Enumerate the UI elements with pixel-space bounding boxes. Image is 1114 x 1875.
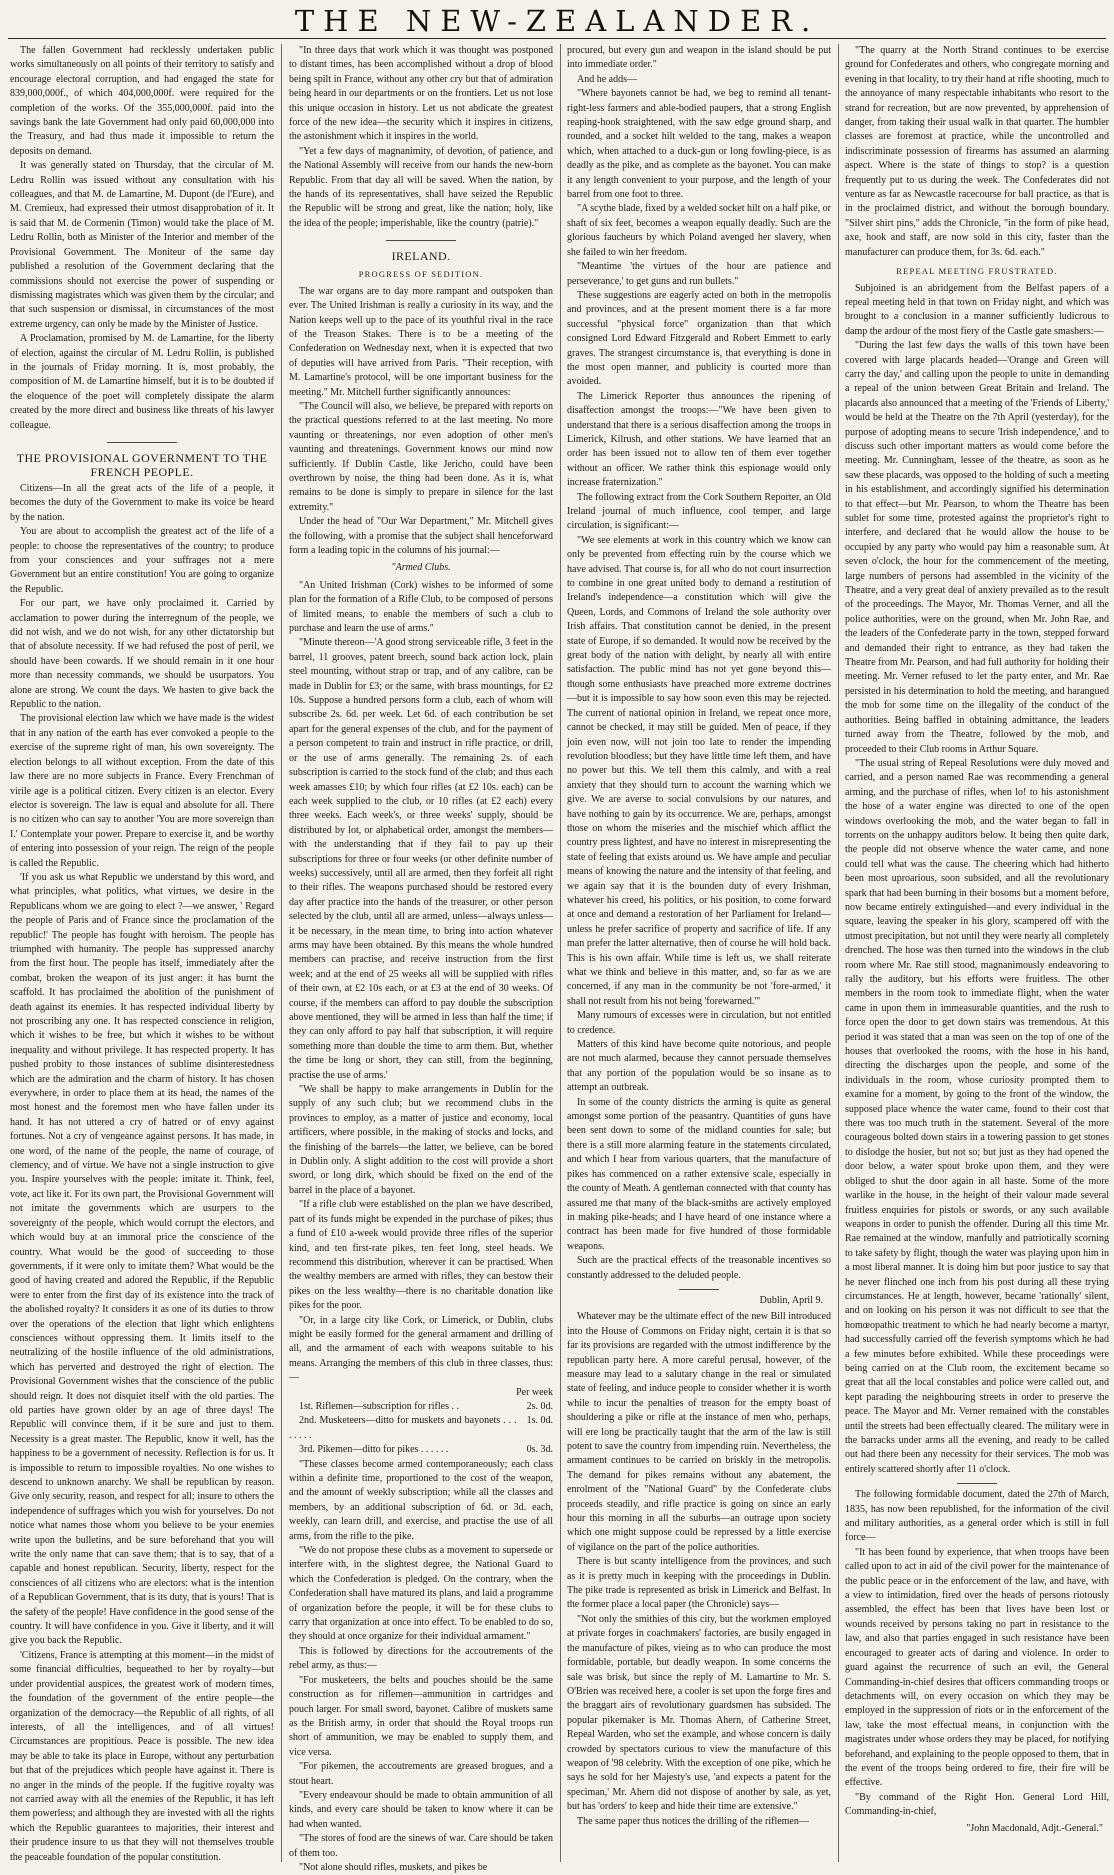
price-label: 3rd. Pikemen—ditto for pikes . . . . . . bbox=[299, 1444, 449, 1456]
masthead-rule bbox=[8, 38, 1106, 39]
paragraph: "The quarry at the North Strand continues to be exercise ground for Confederates and others, who congregate morning and evening in that locality, to try their hand at rifle shooting, much to the annoyance of many respectable inhabitants who resort to the strand for recreation, but are now prevented, by apprehension of danger, from taking their usual walk in that quarter. The humbler classes are foremost at practice, while the uncontrolled and indiscriminate possession of firearms has assumed an alarming aspect. Where is the state of things to stop? is a question frequently put to us during the week. The Confederates did not venture as far as Newcastle racecourse for ball practice, as that is in the proclaimed district, and without the borough boundary. "Silver shirt pins," adds the Chronicle, "in the form of pike head, axe, hook and staff, are now sold in this city, faster than the manufacturer can produce them, for 3s. 6d. each." bbox=[845, 45, 1109, 258]
price-value: 2s. 0d. bbox=[526, 1400, 553, 1412]
paragraph: Such are the practical effects of the treasonable incentives so constantly addressed to the deluded people. bbox=[567, 1255, 831, 1281]
section-rule bbox=[107, 442, 177, 443]
section-rule bbox=[957, 1483, 997, 1484]
paragraph: The provisional election law which we have made is the widest that in any nation of the earth has ever convoked a people to the exercise of the supreme right of man, his own sovereignty. The election belongs to all without exception. From the date of this law there are no more subjects in France. Every Frenchman of virile age is a political citizen. Every citizen is an elector. Every elector is sovereign. The law is equal and absolute for all. There is no citizen who can say to another 'You are more sovereign than I.' Contemplate your power. Prepare to exercise it, and be worthy of entering into possession of your reign. The reign of the people is called the Republic. bbox=[10, 713, 274, 869]
paragraph: "Minute thereon—'A good strong serviceable rifle, 3 feet in the barrel, 11 grooves, patent breech, sound back action lock, plain steel mounting, without strap or trap, and of any calibre, can be made in Dublin for £3; or the same, with brass mountings, for £2 10s. Suppose a hundred persons form a club, each of whom will subscribe 2s. 6d. per week. Let 6d. of each contribution be set apart for the general expenses of the club, and for the payment of a person competent to train and instruct in rifle practice, or drill, or the use of arms generally. The remaining 2s. of each subscription is carried to the stock fund of the club; and thus each week amasses £10; by which four rifles (at £2 10s. each) can be each week supplied to the club, or 10 rifles (at £2 each) every three weeks. Each week's, or three weeks' supply, should be distributed by lot, or alphabetical order, amongst the members—with the understanding that if they fail to pay up their subscriptions for three or four weeks (or other definite number of weeks) successively, until all are armed, then they forfeit all right to their rifles. The weapons purchased should be restored every day after practice into the hands of the treasurer, or other person selected by the club, until all are armed, unless—always unless—it be necessary, in the mean time, to bring into action whatever arms may have been obtained. By this means the whole hundred members can practise, and receive instruction from the first week; and at the end of 25 weeks all will be supplied with rifles of their own, at £2 10s each, or at £3 at the end of 30 weeks. Of course, if the members can afford to pay double the subscription above mentioned, they will be armed in less than half the time; if they can only afford to pay half that subscription, it will require something more than double the time to arm them. But, whether the time be long or short, they can still, from the beginning, practise the use of arms.' bbox=[289, 637, 553, 1081]
price-row bbox=[289, 1414, 553, 1443]
signature: "John Macdonald, Adjt.-General." bbox=[966, 1822, 1103, 1834]
paragraph: "Where bayonets cannot be had, we beg to remind all tenant-right-less farmers and able-bodied paupers, that a strong English reaping-hook straightened, with the saw edge ground sharp, and rounded, and a socket hilt welded to the tang, makes a weapon which, when attached to a duck-gun or long fowling-piece, is as deadly as the pike, and as complete as the bayonet. You can make it any length convenient to your purpose, and the length of your barrel from one foot to three. bbox=[567, 88, 831, 201]
column-2 bbox=[289, 44, 553, 1873]
article-subheading: REPEAL MEETING FRUSTRATED. bbox=[896, 266, 1058, 277]
price-label: 2nd. Musketeers—ditto for muskets and bayonets . . . . . . . . bbox=[289, 1415, 517, 1441]
paragraph: It was generally stated on Thursday, that the circular of M. Ledru Rollin was issued without any consultation with his colleagues, and that M. de Lamartine, M. Dupont (de l'Eure), and M. Cremieux, had expressed their utmost disapprobation of it. It is said that M. de Cormenin (Timon) would take the place of M. Ledru Rollin, both as Minister of the Interior and member of the Provisional Government. The Moniteur of the same day published a resolution of the Government declaring that the commissions should not exercise the power of suspending or dismissing magistrates which was given them by the circular; and that such suspension or dismissal, in circumstances of the most extreme urgency, can only be made by the Minister of Justice. bbox=[10, 160, 274, 330]
paragraph: "During the last few days the walls of this town have been covered with large placards headed—'Orange and Green will carry the day,' and calling upon the people to unite in demanding a repeal of the union between Great Britain and Ireland. The placards also announced that a meeting of the 'Friends of Liberty,' would be held at the Theatre on the 7th April (yesterday), for the purpose of adopting means to secure 'Irish independence,' and to discuss such other important matters as would come before the meeting. Mr. Cunningham, lessee of the theatre, as soon as he saw these placards, was opposed to the holding of such a meeting in his establishment, and accordingly signified his determination to that effect—but Mr. Pearson, to whom the Theatre has been sublet for some time, protested against the proprietor's right to interfere, and declared that he would allow the house to be occupied by any party who would pay him a reasonable sum. At seven o'clock, the hour for the commencement of the meeting, large numbers of persons had assembled in the vicinity of the Theatre, and a very great deal of anxiety prevailed as to the result of the proceedings. The Mayor, Mr. Thomas Verner, and all the police authorities, were on the ground, when Mr. John Rae, and the leaders of the Confederate party in the town, stepped forward and demanded their right to entrance, as they had taken the Theatre from Mr. Pearson, and had full authority for holding their meeting. Mr. Verner refused to let the party enter, and Mr. Rae persisted in his determination to hold the meeting, and harangued the mob for some time on the illegality of the conduct of the authorities. Being baffled in obtaining admittance, the leaders turned away from the Theatre, followed by the mob, and proceeded to their Club rooms in Arthur Square. bbox=[845, 340, 1109, 755]
section-rule bbox=[386, 240, 456, 241]
paragraph: These suggestions are eagerly acted on both in the metropolis and provinces, and at the present moment there is a far more successful "physical force" organization than that which consigned Lord Edward Fitzgerald and Robert Emmett to early graves. The strangest circumstance is, that everything is done in the most open manner, and publicity is courted more than avoided. bbox=[567, 289, 831, 388]
column-divider bbox=[560, 44, 561, 1862]
paragraph: This is followed by directions for the accoutrements of the rebel army, as thus:— bbox=[289, 1645, 553, 1672]
article-heading: THE PROVISIONAL GOVERNMENT TO THE FRENCH PEOPLE. bbox=[16, 450, 268, 479]
dateline: Dublin, April 9. bbox=[759, 1294, 823, 1306]
paragraph: "The usual string of Repeal Resolutions were duly moved and carried, and a person named Rae was recommending a general arming, and the purchase of rifles, when lo! to his astonishment the hose of a water engine was directed to one of the open windows overlooking the mob, and the water began to fall in torrents on the unhappy auditors below. It being then quite dark, the people did not observe whence the water came, and none could tell what was the cause. The cheering which had hitherto been most uproarious, soon subsided, and all the revolutionary spark that had been burning in their bosoms but a moment before, now became entirely extinguished—and every individual in the square, leaving the speaker in his glory, scampered off with the utmost precipitation, but not until they were nearly all completely drenched. The hose was then turned into the windows in the club room where Mr. Rae still stood, magnanimously endeavoring to rally the auditory, but his efforts were fruitless. The other members in the room took to immediate flight, when the water came in upon them in immeasurable quantities, and the rush to force open the door to get down stairs was tremendous. At this period it was stated that a man was seen on the top of one of the houses that overlooked the rooms, with the hose in his hand, directing the discharges upon the people, and some of the individuals in the room, whose curiosity prompted them to examine for a moment, by going to the front of the window, the supposed place whence the water came, found to their cost that there was too much truth in the statement. Several of the more courageous bolted down stairs in a towering passion to get stones to dislodge the hosier, but not so; but just as they had opened the door below, a water spout broke upon them, and they were obliged to shut the door again in all haste. Some of the more warlike in the house, in the height of their valour made several fruitless enquiries for pistols or swords, or any such available weapons in order to punish the offender. During all this time Mr. Rae remained at the window, manfully and patriotically scorning to take safety by flight, though the water was playing upon him in a most liberal manner. It is doing him but poor justice to say that he never flinched one inch from his post during all these trying circumstances. He at length, however, became 'rationally' silent, and on looking on his person it was not difficult to see that the homœopathic treatment to which he had nearly become a martyr, had successfully carried off the feverish symptoms which he had a few minutes before exhibited. While these proceedings were being carried on at the Club room, the excitement became so great that all the local constables and police were called out, and kept parading the neighbouring streets in order to preserve the peace. The Mayor and Mr. Verner remained with the constables until the streets had been effectually cleared. The military were in the barracks under arms all the evening, and ready to be called out had there been any necessity for their services. The mob was entirely scattered shortly after 11 o'clock. bbox=[845, 757, 1109, 1475]
paragraph: "If a rifle club were established on the plan we have described, part of its funds might be expended in the purchase of pikes; thus a fund of £10 a-week would provide three rifles of the superior kind, and ten first-rate pikes, ten feet long, steel heads. We recommend this distribution, wherever it can be practised. When the wealthy members are armed with rifles, they can bestow their pikes on the less wealthy—there is no charitable donation like pikes for the poor. bbox=[289, 1199, 553, 1312]
price-label: 1st. Riflemen—subscription for rifles . . bbox=[299, 1400, 459, 1412]
paragraph: Whatever may be the ultimate effect of the new Bill introduced into the House of Commons on Friday night, certain it is that so far its provisions are regarded with the utmost indifference by the republican party here. A more careful perusal, however, of the measure may lead to a salutary change in the real or simulated state of feeling, and induce people to consider whether it is worth while to incur the penalties of treason for the empty boast of shouldering a pike or rifle at the instance of men who, perhaps, will ere long be practically taught that the arm of the law is still potent to save the country from impending ruin. Nevertheless, the armament continues to be carried on briskly in the metropolis. The demand for pikes remains without any abatement, the enrolment of the "National Guard" by the Confederate clubs proceeds steadily, and rifle practice is going on since an early hour this morning in all the suburbs—an outrage upon society which one might suppose could be repressed by a little exercise of vigilance on the part of the police authorities. bbox=[567, 1311, 831, 1553]
paragraph: Subjoined is an abridgement from the Belfast papers of a repeal meeting held in that town on Friday night, and which was brought to a conclusion in a manner sufficiently ludicrous to damp the ardour of the most fiery of the Castle gate smashers:— bbox=[845, 282, 1109, 337]
column-3 bbox=[567, 44, 831, 1862]
paragraph: Citizens—In all the great acts of the life of a people, it becomes the duty of the Government to make its voice be heard by the nation. bbox=[10, 482, 274, 523]
paragraph: "We see elements at work in this country which we know can only be prevented from effecting ruin by the course which we have advised. That course is, for all who do not court insurrection to combine in one great united body to demand a restitution of Ireland's independence—a constitution which will give the Queen, Lords, and Commons of Ireland the sole authority over Irish affairs. That constitution cannot be denied, in the present state of Europe, if so demanded. It would now be received by the great body of the nation with delight, by nearly all with entire satisfaction. The public mind has not yet gone beyond this—though some enthusiasts have preached more extreme doctrines—but it is impossible to say how soon even this may be rejected. The current of national opinion in Ireland, we repeat once more, cannot be checked, it may still be guided. Men of peace, if they join even now, will not join too late to render the impending revolution bloodless; but they have little time left them, and have no power but this. We tell them this calmly, and with a real anxiety that they should turn to account the warning which we give. We are averse to social convulsions by our natures, and have nothing to gain by its occurrence. We are, perhaps, amongst those on whom the miseries and the mischief which afflict the country press lightest, and have no interest in misrepresenting the state of feeling that exists around us. We have ample and peculiar means of knowing the nature and the intensity of that feeling, and we again say that it is the bounden duty of every Irishman, whatever his creed, his politics, or his position, to come forward at once and demand a restoration of her Parliament for Ireland—unless he prefer sacrifice of property and sacrifice of life. If any man prefer the latter alternative, then of course he will hold back. This is his own affair. While time is left us, we shall reiterate what we think and believe in this matter, and, so far as we are concerned, if any man in the community be not 'fore-armed,' it shall not result from his not being 'forewarned.'" bbox=[567, 534, 831, 1007]
paragraph: For our part, we have only proclaimed it. Carried by acclamation to power during the interregnum of the people, we did not wish, and we do not wish, for any other dictatorship but that of absolute necessity. If we had refused the post of peril, we should have been cowards. If we should remain in it one hour more than necessity commands, we should be usurpators. You alone are strong. We count the days. We hasten to give back the Republic to the nation. bbox=[10, 598, 274, 711]
column-4 bbox=[845, 44, 1109, 1862]
article-heading: IRELAND. bbox=[391, 249, 451, 264]
paragraph: procured, but every gun and weapon in the island should be put into immediate order." bbox=[567, 45, 831, 71]
column-divider bbox=[838, 44, 839, 1862]
paragraph: "Yet a few days of magnanimity, of devotion, of patience, and the National Assembly will receive from our hands the new-born Republic. From that day all will be saved. When the nation, by the hands of its representatives, shall have seized the Republic the Republic will be strong and great, like the nation; holy, like the idea of the people; imperishable, like the country (patrie)." bbox=[289, 145, 553, 229]
paragraph: "By command of the Right Hon. General Lord Hill, Commanding-in-chief, bbox=[845, 1791, 1109, 1818]
newspaper-title: THE NEW-ZEALANDER. bbox=[294, 4, 820, 38]
paragraph: "Not alone should rifles, muskets, and pikes be bbox=[299, 1861, 488, 1873]
paragraph: "It has been found by experience, that when troops have been called upon to act in aid of the civil power for the maintenance of the public peace or in the enforcement of the law, and have, with a view to intimidation, fired over the heads of persons riotously assembled, the effect has been that lives have been lost or wounds received by persons taking no part in resistance to the law, and also that parties engaged in such resistance have been encouraged to greater acts of daring and violence. In order to guard against the recurrence of such an evil, the General Commanding-in-chief desires that officers commanding troops or detachments will, on every occasion on which they may be employed in the suppression of riots or in the enforcement of the law, take the most effectual means, in conjunction with the magistrates under whose orders they may be placed, for notifying beforehand, and explaining to the people opposed to them, that in the event of the troops being ordered to fire, their fire will be effective. bbox=[845, 1546, 1109, 1789]
paragraph: In some of the county districts the arming is quite as general amongst some portion of the peasantry. Quantities of guns have been sent down to some of the midland counties for sale; but there is a still more alarming feature in the statements circulated, and which I hear from various quarters, that the manufacture of pikes has commenced on a rather extensive scale, especially in the county of Meath. A gentleman connected with that county has assured me that many of the black-smiths are actively employed in making pike-heads; and I have heard of one instance where a contract has been made for five hundred of those formidable weapons. bbox=[567, 1096, 831, 1252]
price-row bbox=[289, 1443, 553, 1457]
paragraph: "These classes become armed contemporaneously; each class within a definite time, proportioned to the cost of the weapon, and the amount of weekly subscription; while all the classes and members, by an additional subscription of 6d. or 3d. each, weekly, can learn drill, and exercise, and practise the use of all arms, from the rifle to the pike. bbox=[289, 1458, 553, 1542]
table-header: Per week bbox=[516, 1386, 553, 1398]
paragraph: Matters of this kind have become quite notorious, and people are not much alarmed, because they cannot persuade themselves that any portion of the population would be so insane as to attempt an outbreak. bbox=[567, 1039, 831, 1094]
price-value: 0s. 3d. bbox=[526, 1444, 553, 1456]
paragraph: "In three days that work which it was thought was postponed to distant times, has been accomplished without a drop of blood being spilt in France, without any other cry but that of admiration being heard in our departments or on the frontiers. Let us not lose this unique occasion in history. Let us not abdicate the greatest force of the new idea—the security which it inspires in citizens, the astonishment which it inspires in the world. bbox=[289, 45, 553, 143]
masthead bbox=[0, 0, 1114, 40]
paragraph: You are about to accomplish the greatest act of the life of a people: to choose the representatives of the country; to produce from your consciences and your suffrages not a mere Government but an entire constitution! You are going to organize the Republic. bbox=[10, 526, 274, 595]
price-row bbox=[289, 1400, 553, 1414]
paragraph: "The Council will also, we believe, be prepared with reports on the practical questions referred to at the last meeting. No more vaunting or threatenings, nor even adoption of other men's vaunting and threatenings. Government knows our mind now sufficiently. If Dublin Castle, like Jericho, could have been overthrown by noise, the thing had been done. As it is, what remains to be done is simply to prepare in silence for the last extremity." bbox=[289, 400, 553, 513]
column-1 bbox=[10, 44, 274, 1862]
paragraph: "For pikemen, the accoutrements are greased brogues, and a stout heart. bbox=[289, 1761, 553, 1787]
paragraph: "The stores of food are the sinews of war. Care should be taken of them too. bbox=[289, 1833, 553, 1859]
paragraph: "An United Irishman (Cork) wishes to be informed of some plan for the formation of a Rifle Club, to be composed of persons of limited means, to enable the members of such a club to purchase and learn the use of arms." bbox=[289, 579, 553, 635]
paragraph: The war organs are to day more rampant and outspoken than ever. The United Irishman is really a curiosity in its way, and the Nation keeps well up to the pace of its youthful rival in the race of the Treason Stakes. There is to be a meeting of the Confederation on Wednesday next, when it is expected that two of deputies will have arrived from Paris. "Their reception, with M. Lamartine's protocol, will be one important business for the meeting." Mr. Mitchell further significantly announces: bbox=[289, 285, 553, 398]
paragraph: "Every endeavour should be made to obtain ammunition of all kinds, and every care should be taken to know where it can be had when wanted. bbox=[289, 1789, 553, 1830]
paragraph: The same paper thus notices the drilling of the riflemen— bbox=[577, 1815, 809, 1827]
paragraph: Under the head of "Our War Department," Mr. Mitchell gives the following, with a promise that the subject shall henceforward form a leading topic in the columns of his journal:— bbox=[289, 516, 553, 556]
paragraph: There is but scanty intelligence from the provinces, and such as it is pretty much in keeping with the proceedings in Dublin. The pike trade is represented as brisk in Limerick and Belfast. In the former place a local paper (the Chronicle) says— bbox=[567, 1556, 831, 1611]
paragraph: The Limerick Reporter thus announces the ripening of disaffection amongst the troops:—"We have been given to understand that there is a serious disaffection among the troops in Limerick, Kilrush, and other stations. We have learned that an order has been issued not to allow ten of them ever together without an officer. We rather think this espionage would only increase fraternization." bbox=[567, 390, 831, 489]
paragraph: The following extract from the Cork Southern Reporter, an Old Ireland journal of much influence, cool temper, and large circulation, is significant:— bbox=[567, 491, 831, 532]
paragraph: 'If you ask us what Republic we understand by this word, and what principles, what politics, what virtues, we desire in the Republicans whom we are going to elect ?—we answer, ' Regard the people of Paris and of France since the proclamation of the republic!' The people has fought with heroism. The people has triumphed with humanity. The people has suppressed anarchy from the first hour. The people has itself, immediately after the combat, broken the weapon of its just anger: it has burnt the scaffold. It has proclaimed the abolition of the punishment of death against its enemies. It has respected individual liberty by not proscribing any one. It has respected conscience in religion, which it wishes to be free, but which it wishes to be without inequality and without privilege. It has respected property. It has pushed probity to those instances of sublime disinterestedness which are the admiration and the charm of history. It has chosen everywhere, in order to place them at its head, the names of the most honest and the foremost men who have fallen under its hand. It has not uttered a cry of hatred or of envy against fortunes. Not a cry of vengeance against persons. It has made, in one word, of the name of the people, the name of courage, of clemency, and of virtue. We have not a single instruction to give you. Inspire yourselves with the people: imitate it. Think, feel, vote, act like it. For its own part, the Provisional Government will not imitate the governments which are usurpers to the sovereignty of the people, which would corrupt the electors, and which would buy at an immoral price the conscience of the country. What would be the good of succeeding to those governments, if it were only to imitate them? What would be the good of having created and adored the Republic, if the Republic were to enter from the first day of its existence into the track of the abolished royalty? It considers it as one of its duties to throw over the operations of the election that light which enlightens consciences without oppressing them. It limits itself to the neutralizing of the hostile influence of the old administrations, which has perverted and destroyed the right of election. The Provisional Government wishes that the conscience of the public should reign. It does not disquiet itself with the old parties. The old parties have grown older by an age of three days! The Republic will convince them, if it be sure and just to them. Necessity is a great master. The Republic, know it well, has the happiness to be a government of necessity. Reflection is for us. It is impossible to return to impossible royalties. No one wishes to descend to unknown anarchy. We shall be republican by reason. Give only security, reason, and respect for all; insure to others the independence of suffrages which you wish for yourselves. Do not notice what names those whom you believe to be your enemies write upon the bulletins, and be sure beforehand that you will write the only name that can save them; that is to say, that of a capable and honest republican. Security, liberty, respect for the consciences of all citizens who are electors: what is the intention of a Republican Government, that is its duty, that is yours! That is the safety of the people! Have confidence in the good sense of the country. It will have confidence in you. Give it liberty, and it will give you back the Republic. bbox=[10, 871, 274, 1647]
paragraph: "Not only the smithies of this city, but the workmen employed at private forges in coachmakers' factories, are busily engaged in the manufacture of pikes, vieing as to who can produce the most formidable, portable, but deadly weapon. In some concerns the sale was brisk, but since the reply of M. Lamartine to Mr. S. O'Brien was received here, a cooler is set upon the forge fires and the braggart airs of revolutionary guardsmen has subsided. The popular pikemaker is Mr. Thomas Ahern, of Catherine Street, Repeal Warden, who set the example, and whose concern is daily crowded by spectators curious to view the manufacture of this weapon of '98 celebrity. With the exception of one pike, which he says he sold for her Majesty's use, 'and expects a patent for the speciman,' Mr. Ahern did not dispose of another by sale, as yet, but has 'orders' to keep and hide their time are extensive." bbox=[567, 1613, 831, 1813]
paragraph: "We do not propose these clubs as a movement to supersede or interfere with, in the slightest degree, the National Guard to which the Confederation is pledged. On the contrary, when the Confederation shall have matured its plans, and laid a programme of organization before the people, it will be for these clubs to carry that organization at once into effect. To be enabled to do so, they should at once organize for their individual armament." bbox=[289, 1545, 553, 1643]
quoted-subheading: "Armed Clubs. bbox=[391, 562, 451, 574]
paragraph: A Proclamation, promised by M. de Lamartine, for the liberty of election, against the circular of M. Ledru Rollin, is published in the journals of Friday morning. It is, most probably, the composition of M. de Lamartine himself, but it is to be doubted if the eloquence of the poet will completely dissipate the alarm created by the more direct and business like threats of his lawyer colleague. bbox=[10, 333, 274, 431]
paragraph: Many rumours of excesses were in circulation, but not entitled to credence. bbox=[567, 1010, 831, 1036]
paragraph: And he adds— bbox=[577, 73, 637, 85]
paragraph: "A scythe blade, fixed by a welded socket hilt on a half pike, or shaft of six feet, becomes a weapon equally deadly. Such are the glorious faucheurs by which Poland avenged her slavery, when she failed to win her freedom. bbox=[567, 203, 831, 258]
section-rule bbox=[679, 1289, 719, 1290]
article-subheading: PROGRESS OF SEDITION. bbox=[358, 269, 484, 280]
column-divider bbox=[281, 44, 282, 1862]
paragraph: 'Citizens, France is attempting at this moment—in the midst of some financial difficulties, bequeathed to her by royalty—but under providential auspices, the greatest work of modern times, the foundation of the government of the entire people—the organization of the democracy—the Republic of all rights, of all interests, of all the intelligences, and of all virtues! Circumstances are propitious. Peace is possible. The new idea may be able to take its place in Europe, without any perturbation but that of the prejudices which people have against it. There is no anger in the minds of the people. If the fugitive royalty was not carried away with all the enemies of the Republic, it has left them powerless; and although they are invested with all the rights which the Republic guarantees to majorities, their interest and their prudence insure to us that they will not themselves trouble the peaceable foundation of the popular constitution. bbox=[10, 1649, 274, 1863]
paragraph: "Or, in a large city like Cork, or Limerick, or Dublin, clubs might be easily formed for the general armament and drilling of all, and the armament of each with weapons suitable to his means. Arranging the members of this club in three classes, thus:— bbox=[289, 1314, 553, 1384]
price-value: 1s. 0d. bbox=[526, 1415, 553, 1427]
paragraph: "For musketeers, the belts and pouches should be the same construction as for riflemen—ammunition in cartridges and pouch larger. For small sword, bayonet. Calibre of muskets same as the British army, in order that should the Royal troops run short of ammunition, we may be enabled to supply them, and vice versa. bbox=[289, 1674, 553, 1758]
paragraph: The fallen Government had recklessly undertaken public works simultaneously on all points of their territory to satisfy and encourage electoral corruption, and had engaged the state for 839,000,000f., of which 404,000,000f. were required for the completion of the works. Of the 355,000,000f. paid into the savings bank the late Government had only paid 60,000,000 into the Treasury, and had thus made it impossible to return the deposits on demand. bbox=[10, 45, 274, 157]
paragraph: "Meantime 'the virtues of the hour are patience and perseverance,' to get guns and run bullets." bbox=[567, 261, 831, 287]
paragraph: "We shall be happy to make arrangements in Dublin for the supply of any such club; but we recommend clubs in the provinces to employ, as a matter of justice and economy, local artificers, where possible, in the making of stocks and locks, and the finishing of the barrels—the latter, we believe, can be bored in Dublin only. A slight addition to the cost will provide a short sword, or long dirk, which should be fixed on the end of the barrel in the place of a bayonet. bbox=[289, 1084, 553, 1196]
paragraph: The following formidable document, dated the 27th of March, 1835, has now been republished, for the information of the civil and military authorities, as a general order which is still in full force— bbox=[845, 1489, 1109, 1544]
